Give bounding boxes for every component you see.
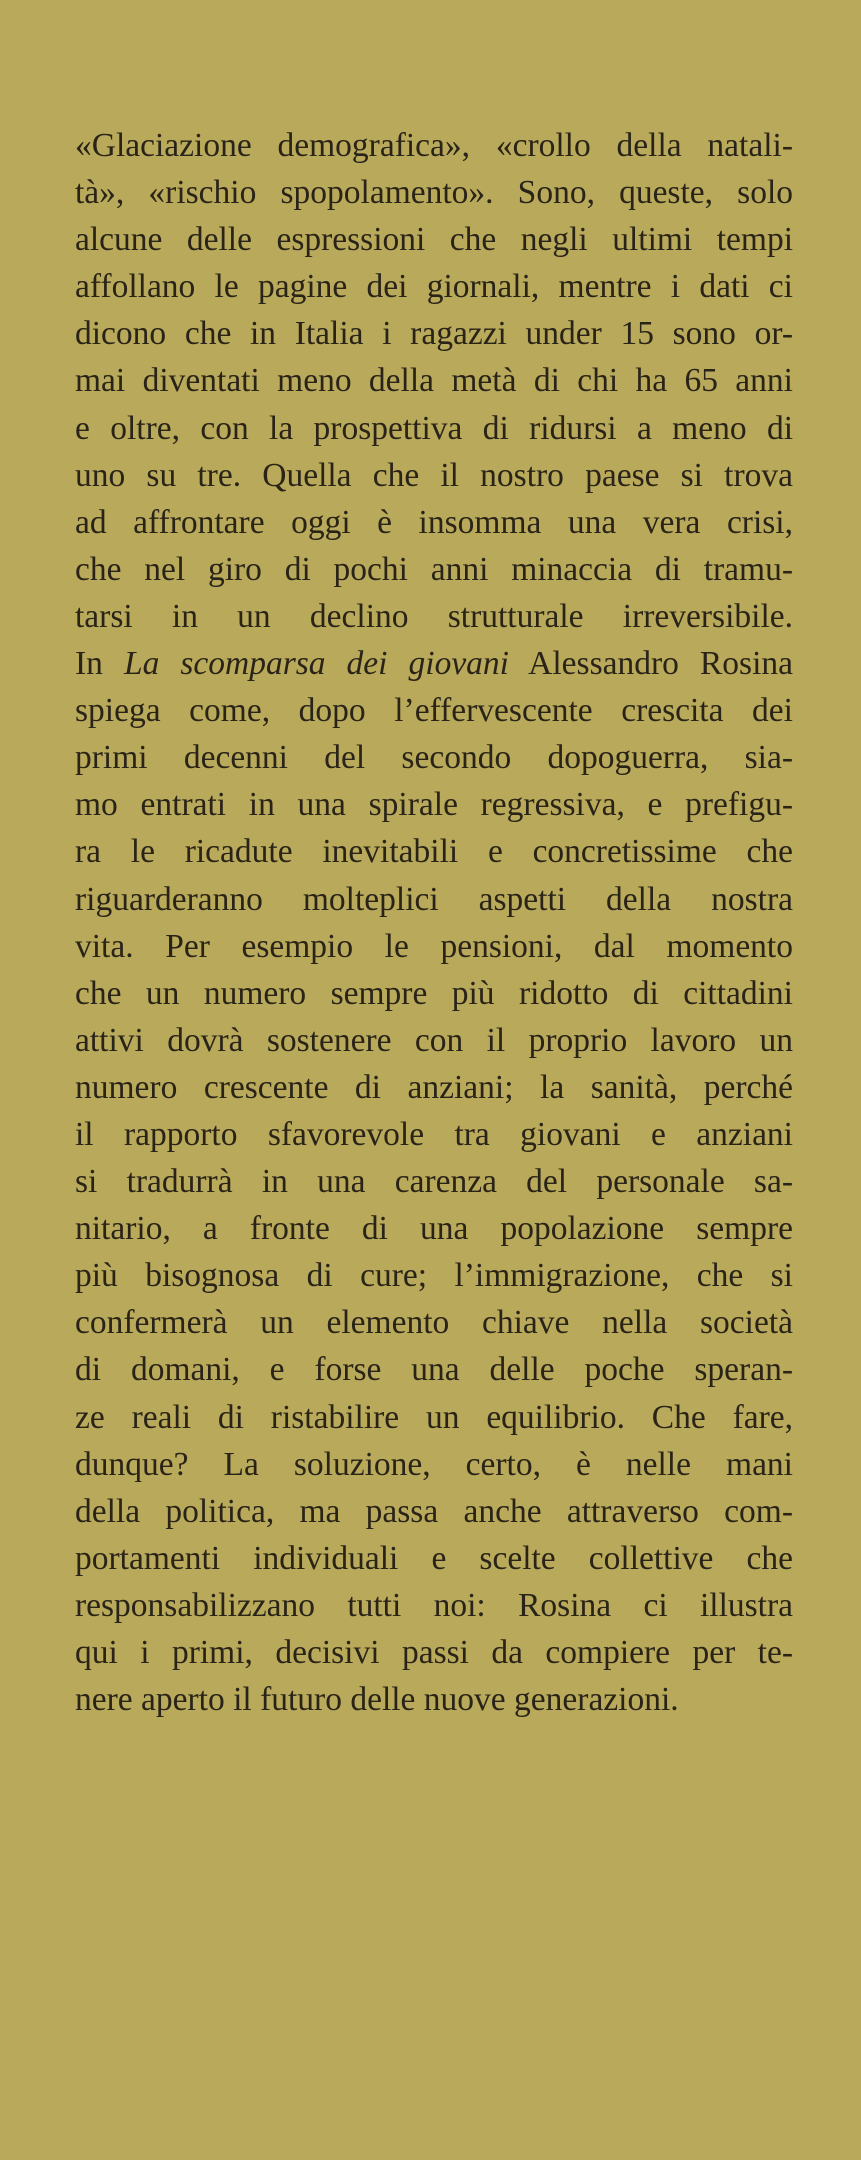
blurb-line: riguarderanno molteplici aspetti della nostra xyxy=(75,880,793,918)
book-title: La scomparsa dei giovani xyxy=(123,645,509,683)
blurb-text xyxy=(75,122,793,1723)
blurb-line: spiega come, dopo l’effervescente crescita dei xyxy=(75,692,793,730)
blurb-line: nitario, a fronte di una popolazione sempre xyxy=(75,1210,793,1248)
blurb-line-prefix: In xyxy=(75,645,124,683)
blurb-line: mai diventati meno della metà di chi ha 65 anni xyxy=(75,362,793,400)
blurb-line: e oltre, con la prospettiva di ridursi a meno di xyxy=(75,409,793,447)
blurb-line: tarsi in un declino strutturale irreversibile. xyxy=(75,597,793,635)
blurb-line-suffix: Alessandro Rosina xyxy=(509,645,793,683)
blurb-line: affollano le pagine dei giornali, mentre i dati ci xyxy=(75,268,793,306)
blurb-line: attivi dovrà sostenere con il proprio lavoro un xyxy=(75,1021,793,1059)
blurb-line: ad affrontare oggi è insomma una vera crisi, xyxy=(75,503,793,541)
blurb-line: dicono che in Italia i ragazzi under 15 sono or- xyxy=(75,315,793,353)
blurb-line: più bisognosa di cure; l’immigrazione, che si xyxy=(75,1257,793,1295)
blurb-line: ra le ricadute inevitabili e concretissime che xyxy=(75,833,793,871)
blurb-line: che un numero sempre più ridotto di cittadini xyxy=(75,974,793,1012)
blurb-line: si tradurrà in una carenza del personale sa- xyxy=(75,1163,793,1201)
blurb-line: primi decenni del secondo dopoguerra, sia- xyxy=(75,739,793,777)
blurb-line: di domani, e forse una delle poche speran- xyxy=(75,1351,793,1389)
blurb-line: uno su tre. Quella che il nostro paese si trova xyxy=(75,456,793,494)
blurb-line: alcune delle espressioni che negli ultimi tempi xyxy=(75,221,793,259)
blurb-line: che nel giro di pochi anni minaccia di tramu- xyxy=(75,550,793,588)
blurb-line: numero crescente di anziani; la sanità, perché xyxy=(75,1068,793,1106)
blurb-line: dunque? La soluzione, certo, è nelle mani xyxy=(75,1445,793,1483)
blurb-line: il rapporto sfavorevole tra giovani e anziani xyxy=(75,1115,793,1153)
blurb-line: ze reali di ristabilire un equilibrio. Che fare, xyxy=(75,1398,793,1436)
blurb-line: della politica, ma passa anche attraverso com- xyxy=(75,1492,793,1530)
blurb-line-final: nere aperto il futuro delle nuove generazioni. xyxy=(75,1681,679,1719)
blurb-line: confermerà un elemento chiave nella società xyxy=(75,1304,793,1342)
blurb-line: portamenti individuali e scelte collettive che xyxy=(75,1539,793,1577)
blurb-line: vita. Per esempio le pensioni, dal momento xyxy=(75,927,793,965)
blurb-line: mo entrati in una spirale regressiva, e prefigu- xyxy=(75,786,793,824)
blurb-line: responsabilizzano tutti noi: Rosina ci illustra xyxy=(75,1586,793,1624)
blurb-line: qui i primi, decisivi passi da compiere per te- xyxy=(75,1634,793,1671)
blurb-line-with-title xyxy=(75,640,793,687)
blurb-line: tà», «rischio spopolamento». Sono, queste, solo xyxy=(75,174,793,212)
blurb-line: «Glaciazione demografica», «crollo della natali- xyxy=(75,127,793,164)
